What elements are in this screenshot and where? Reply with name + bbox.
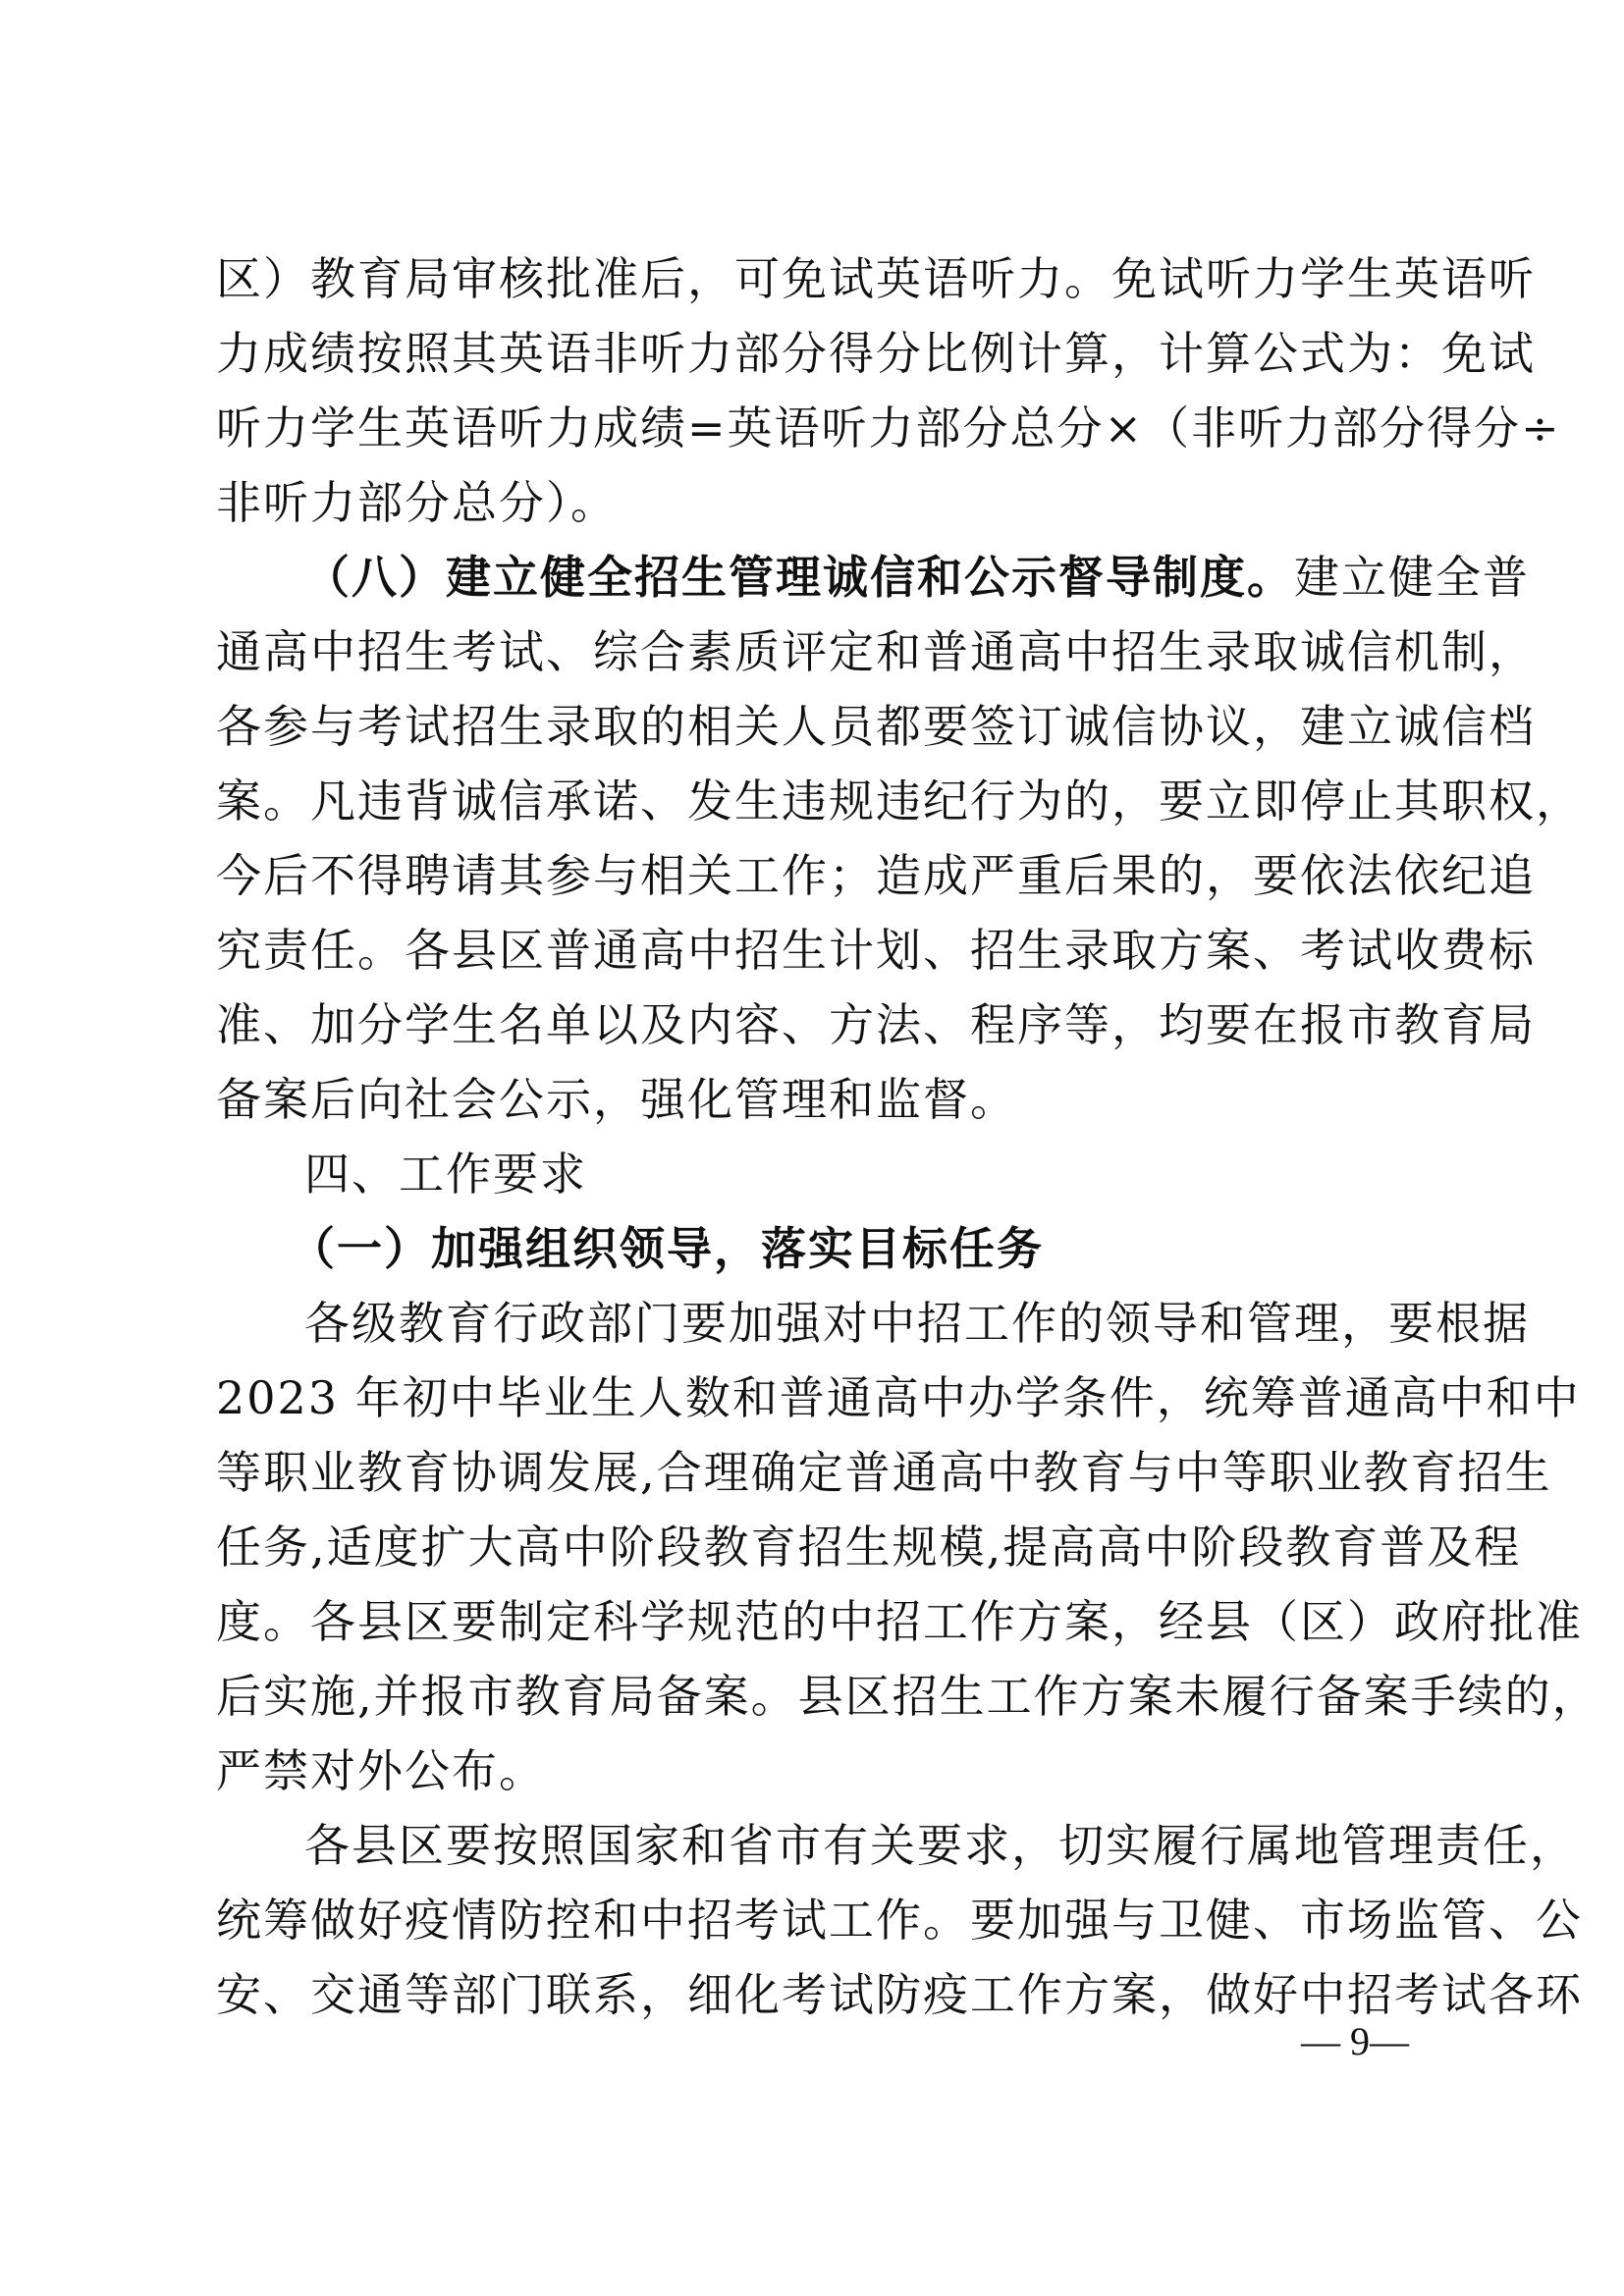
text-line: 安、交通等部门联系，细化考试防疫工作方案，做好中招考试各环	[216, 1968, 1583, 2021]
text-line: 力成绩按照其英语非听力部分得分比例计算，计算公式为：免试	[216, 327, 1536, 380]
section-4-title: 四、工作要求	[304, 1148, 587, 1201]
text-line: 各参与考试招生录取的相关人员都要签订诚信协议，建立诚信档	[216, 700, 1536, 753]
text-line: 任务,适度扩大高中阶段教育招生规模,提高高中阶段教育普及程	[216, 1521, 1522, 1574]
text-line: 统筹做好疫情防控和中招考试工作。要加强与卫健、市场监管、公	[216, 1894, 1583, 1947]
text-line: 备案后向社会公示，强化管理和监督。	[216, 1073, 1017, 1126]
text-line: 听力学生英语听力成绩=英语听力部分总分×（非听力部分得分÷	[216, 401, 1561, 454]
page-number: — 9—	[1301, 2019, 1409, 2063]
text-line: 各级教育行政部门要加强对中招工作的领导和管理，要根据	[304, 1297, 1530, 1350]
text-line: 非听力部分总分）。	[216, 476, 618, 529]
section-8-first-line	[304, 540, 1530, 614]
section-8-text: 建立健全普	[1294, 551, 1530, 604]
text-line: 准、加分学生名单以及内容、方法、程序等，均要在报市教育局	[216, 998, 1536, 1051]
text-line: 究责任。各县区普通高中招生计划、招生录取方案、考试收费标	[216, 924, 1536, 977]
text-line: 后实施,并报市教育局备案。县区招生工作方案未履行备案手续的，	[216, 1670, 1599, 1723]
text-line: 区）教育局审核批准后，可免试英语听力。免试听力学生英语听	[216, 252, 1536, 305]
subsection-1-title: （一）加强组织领导，落实目标任务	[290, 1222, 1044, 1275]
text-line: 等职业教育协调发展,合理确定普通高中教育与中等职业教育招生	[216, 1446, 1552, 1499]
text-line: 通高中招生考试、综合素质评定和普通高中招生录取诚信机制，	[216, 625, 1536, 678]
text-line: 各县区要按照国家和省市有关要求，切实履行属地管理责任，	[304, 1819, 1577, 1872]
text-line: 严禁对外公布。	[216, 1744, 546, 1797]
section-8-heading: （八）建立健全招生管理诚信和公示督导制度。	[304, 551, 1294, 604]
text-line: 案。凡违背诚信承诺、发生违规违纪行为的，要立即停止其职权，	[216, 774, 1583, 828]
text-line: 今后不得聘请其参与相关工作；造成严重后果的，要依法依纪追	[216, 849, 1536, 902]
text-line: 度。各县区要制定科学规范的中招工作方案，经县（区）政府批准	[216, 1595, 1583, 1648]
text-line: 2023 年初中毕业生人数和普通高中办学条件，统筹普通高中和中	[216, 1371, 1581, 1424]
